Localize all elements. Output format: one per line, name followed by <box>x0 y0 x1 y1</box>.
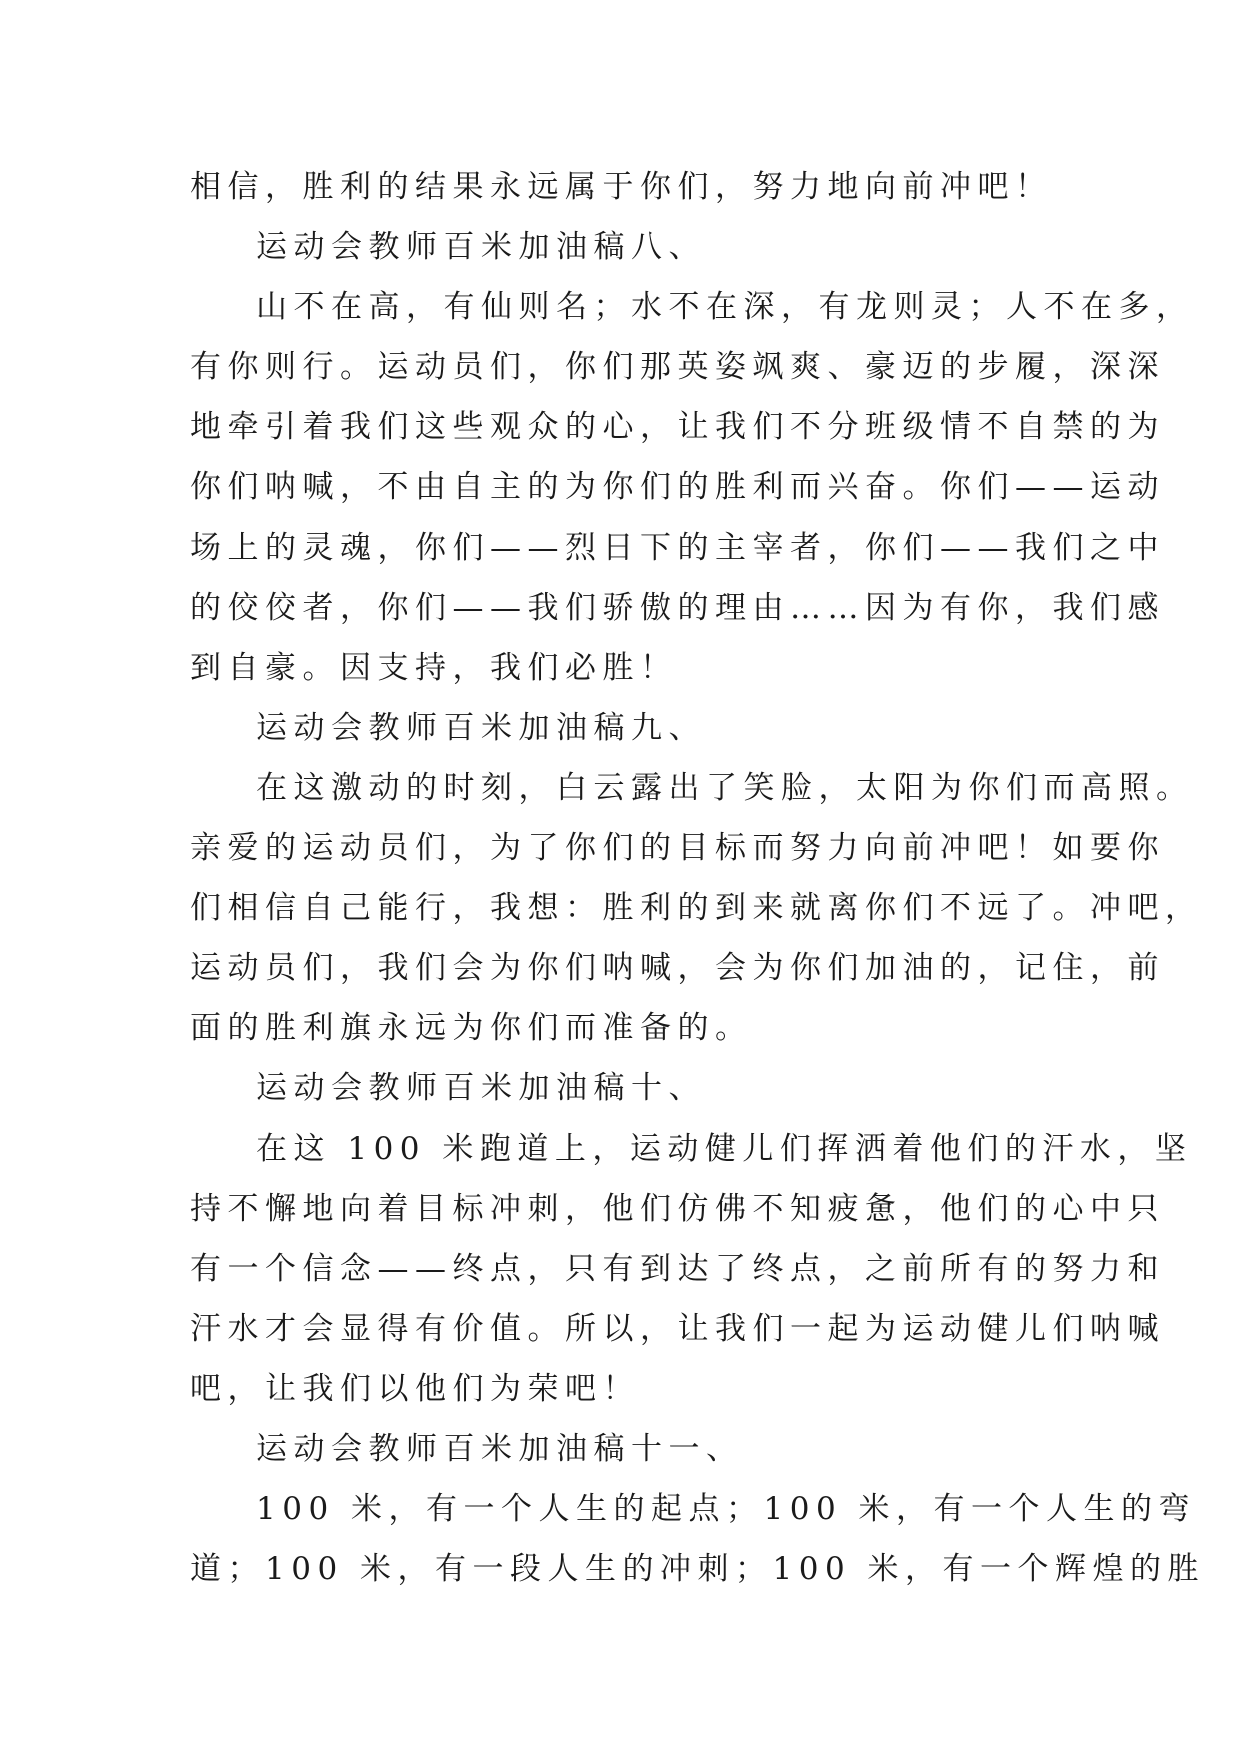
text-line: 运动员们，我们会为你们呐喊，会为你们加油的，记住，前 <box>190 950 1165 987</box>
section-heading: 运动会教师百米加油稿十、 <box>256 1070 706 1107</box>
section-heading: 运动会教师百米加油稿十一、 <box>256 1430 744 1467</box>
text-line: 地牵引着我们这些观众的心，让我们不分班级情不自禁的为 <box>190 409 1165 446</box>
text-line: 亲爱的运动员们，为了你们的目标而努力向前冲吧！如要你 <box>190 830 1165 867</box>
paragraph-first-line: 在这 100 米跑道上，运动健儿们挥洒着他们的汗水，坚 <box>256 1130 1193 1167</box>
text-line: 道；100 米，有一段人生的冲刺；100 米，有一个辉煌的胜 <box>190 1551 1206 1588</box>
text-line: 你们呐喊，不由自主的为你们的胜利而兴奋。你们——运动 <box>190 469 1165 506</box>
text-line: 相信，胜利的结果永远属于你们，努力地向前冲吧！ <box>190 169 1053 205</box>
text-line: 的佼佼者，你们——我们骄傲的理由……因为有你，我们感 <box>190 589 1165 626</box>
text-line: 有一个信念——终点，只有到达了终点，之前所有的努力和 <box>190 1250 1165 1287</box>
text-line: 们相信自己能行，我想：胜利的到来就离你们不远了。冲吧， <box>190 890 1203 927</box>
section-heading: 运动会教师百米加油稿九、 <box>256 709 706 746</box>
text-line: 面的胜利旗永远为你们而准备的。 <box>190 1010 753 1047</box>
text-line: 到自豪。因支持，我们必胜！ <box>190 649 678 686</box>
text-line: 吧，让我们以他们为荣吧！ <box>190 1370 640 1407</box>
text-line: 有你则行。运动员们，你们那英姿飒爽、豪迈的步履，深深 <box>190 349 1165 386</box>
paragraph-first-line: 100 米，有一个人生的起点；100 米，有一个人生的弯 <box>256 1491 1197 1528</box>
section-heading: 运动会教师百米加油稿八、 <box>256 229 706 266</box>
paragraph-first-line: 山不在高，有仙则名；水不在深，有龙则灵；人不在多， <box>256 289 1194 326</box>
text-line: 持不懈地向着目标冲刺，他们仿佛不知疲惫，他们的心中只 <box>190 1190 1165 1227</box>
document-body <box>190 157 1206 1599</box>
text-line: 汗水才会显得有价值。所以，让我们一起为运动健儿们呐喊 <box>190 1310 1165 1347</box>
paragraph-first-line: 在这激动的时刻，白云露出了笑脸，太阳为你们而高照。 <box>256 769 1194 806</box>
text-line: 场上的灵魂，你们——烈日下的主宰者，你们——我们之中 <box>190 529 1165 566</box>
